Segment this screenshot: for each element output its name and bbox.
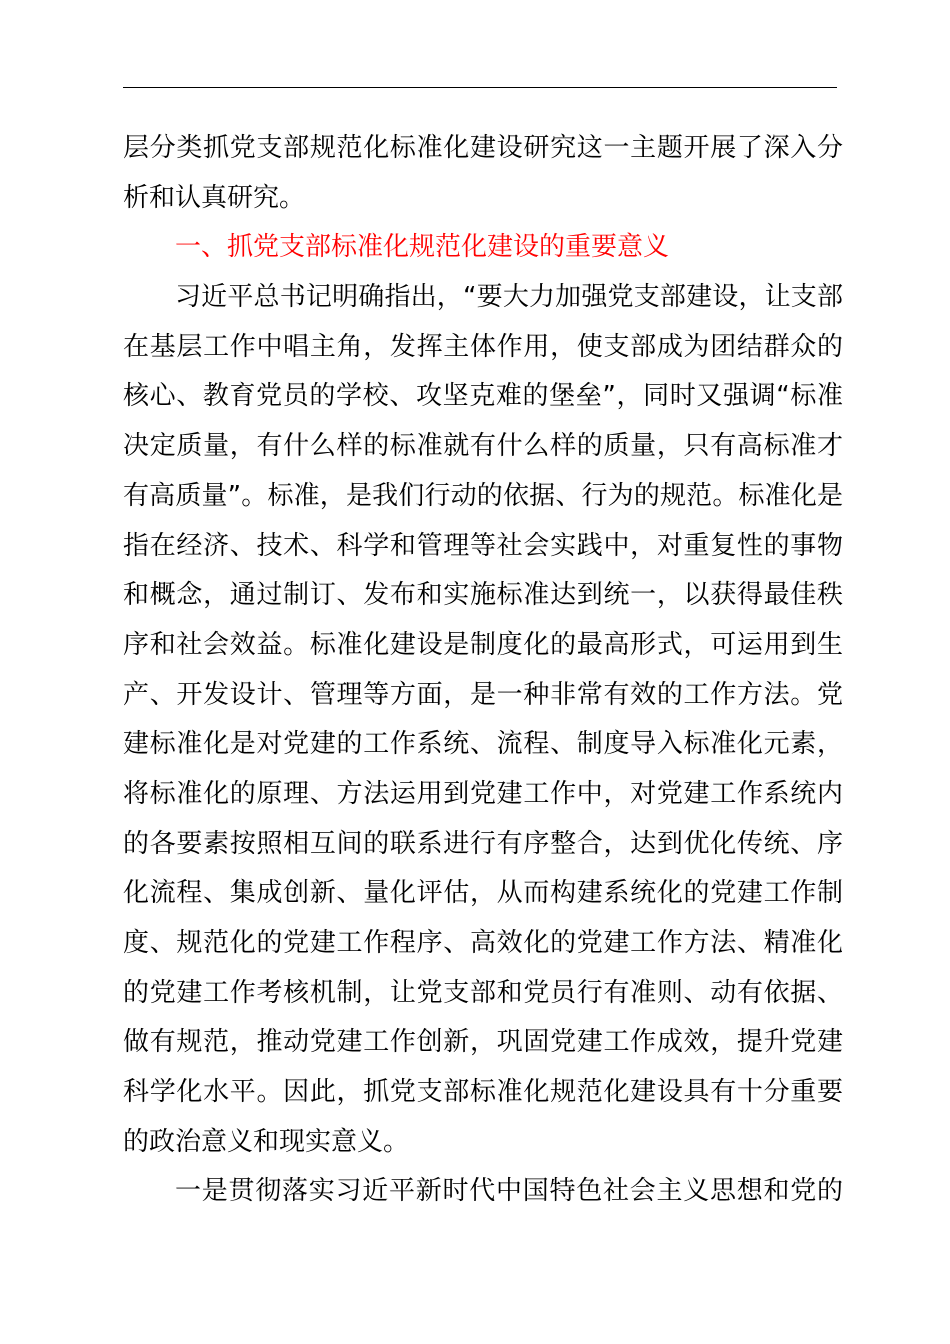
paragraph-line: 指在经济、技术、科学和管理等社会实践中，对重复性的事物: [123, 530, 843, 561]
paragraph-line: 在基层工作中唱主角，发挥主体作用，使支部成为团结群众的: [123, 331, 843, 362]
paragraph-line: 的政治意义和现实意义。: [123, 1126, 410, 1157]
paragraph-line: 序和社会效益。标准化建设是制度化的最高形式，可运用到生: [123, 629, 843, 660]
document-body: [123, 124, 843, 1217]
section-heading: 一、抓党支部标准化规范化建设的重要意义: [175, 232, 670, 263]
paragraph-line: 有高质量”。标准，是我们行动的依据、行为的规范。标准化是: [123, 480, 843, 511]
paragraph-line: 科学化水平。因此，抓党支部标准化规范化建设具有十分重要: [123, 1077, 843, 1108]
paragraph-line: 度、规范化的党建工作程序、高效化的党建工作方法、精准化: [123, 928, 843, 958]
paragraph-line: 层分类抓党支部规范化标准化建设研究这一主题开展了深入分: [123, 133, 843, 163]
paragraph-line: 建标准化是对党建的工作系统、流程、制度导入标准化元素，: [123, 729, 843, 760]
paragraph-line: 析和认真研究。: [123, 182, 306, 213]
paragraph-line: 决定质量，有什么样的标准就有什么样的质量，只有高标准才: [123, 431, 843, 462]
paragraph-line: 将标准化的原理、方法运用到党建工作中，对党建工作系统内: [123, 778, 843, 809]
paragraph-line: 的各要素按照相互间的联系进行有序整合，达到优化传统、序: [123, 828, 843, 859]
paragraph-line: 核心、教育党员的学校、攻坚克难的堡垒”，同时又强调“标准: [123, 381, 843, 412]
paragraph-line: 的党建工作考核机制，让党支部和党员行有准则、动有依据、: [123, 977, 843, 1008]
paragraph-line: 一是贯彻落实习近平新时代中国特色社会主义思想和党的: [175, 1176, 843, 1207]
paragraph-line: 做有规范，推动党建工作创新，巩固党建工作成效，提升党建: [123, 1027, 843, 1058]
paragraph-line: 产、开发设计、管理等方面，是一种非常有效的工作方法。党: [123, 679, 843, 710]
paragraph-line: 和概念，通过制订、发布和实施标准达到统一，以获得最佳秩: [123, 580, 843, 611]
paragraph-line: 习近平总书记明确指出，“要大力加强党支部建设，让支部: [175, 282, 843, 313]
paragraph-line: 化流程、集成创新、量化评估，从而构建系统化的党建工作制: [123, 878, 843, 909]
header-rule: [123, 87, 837, 88]
